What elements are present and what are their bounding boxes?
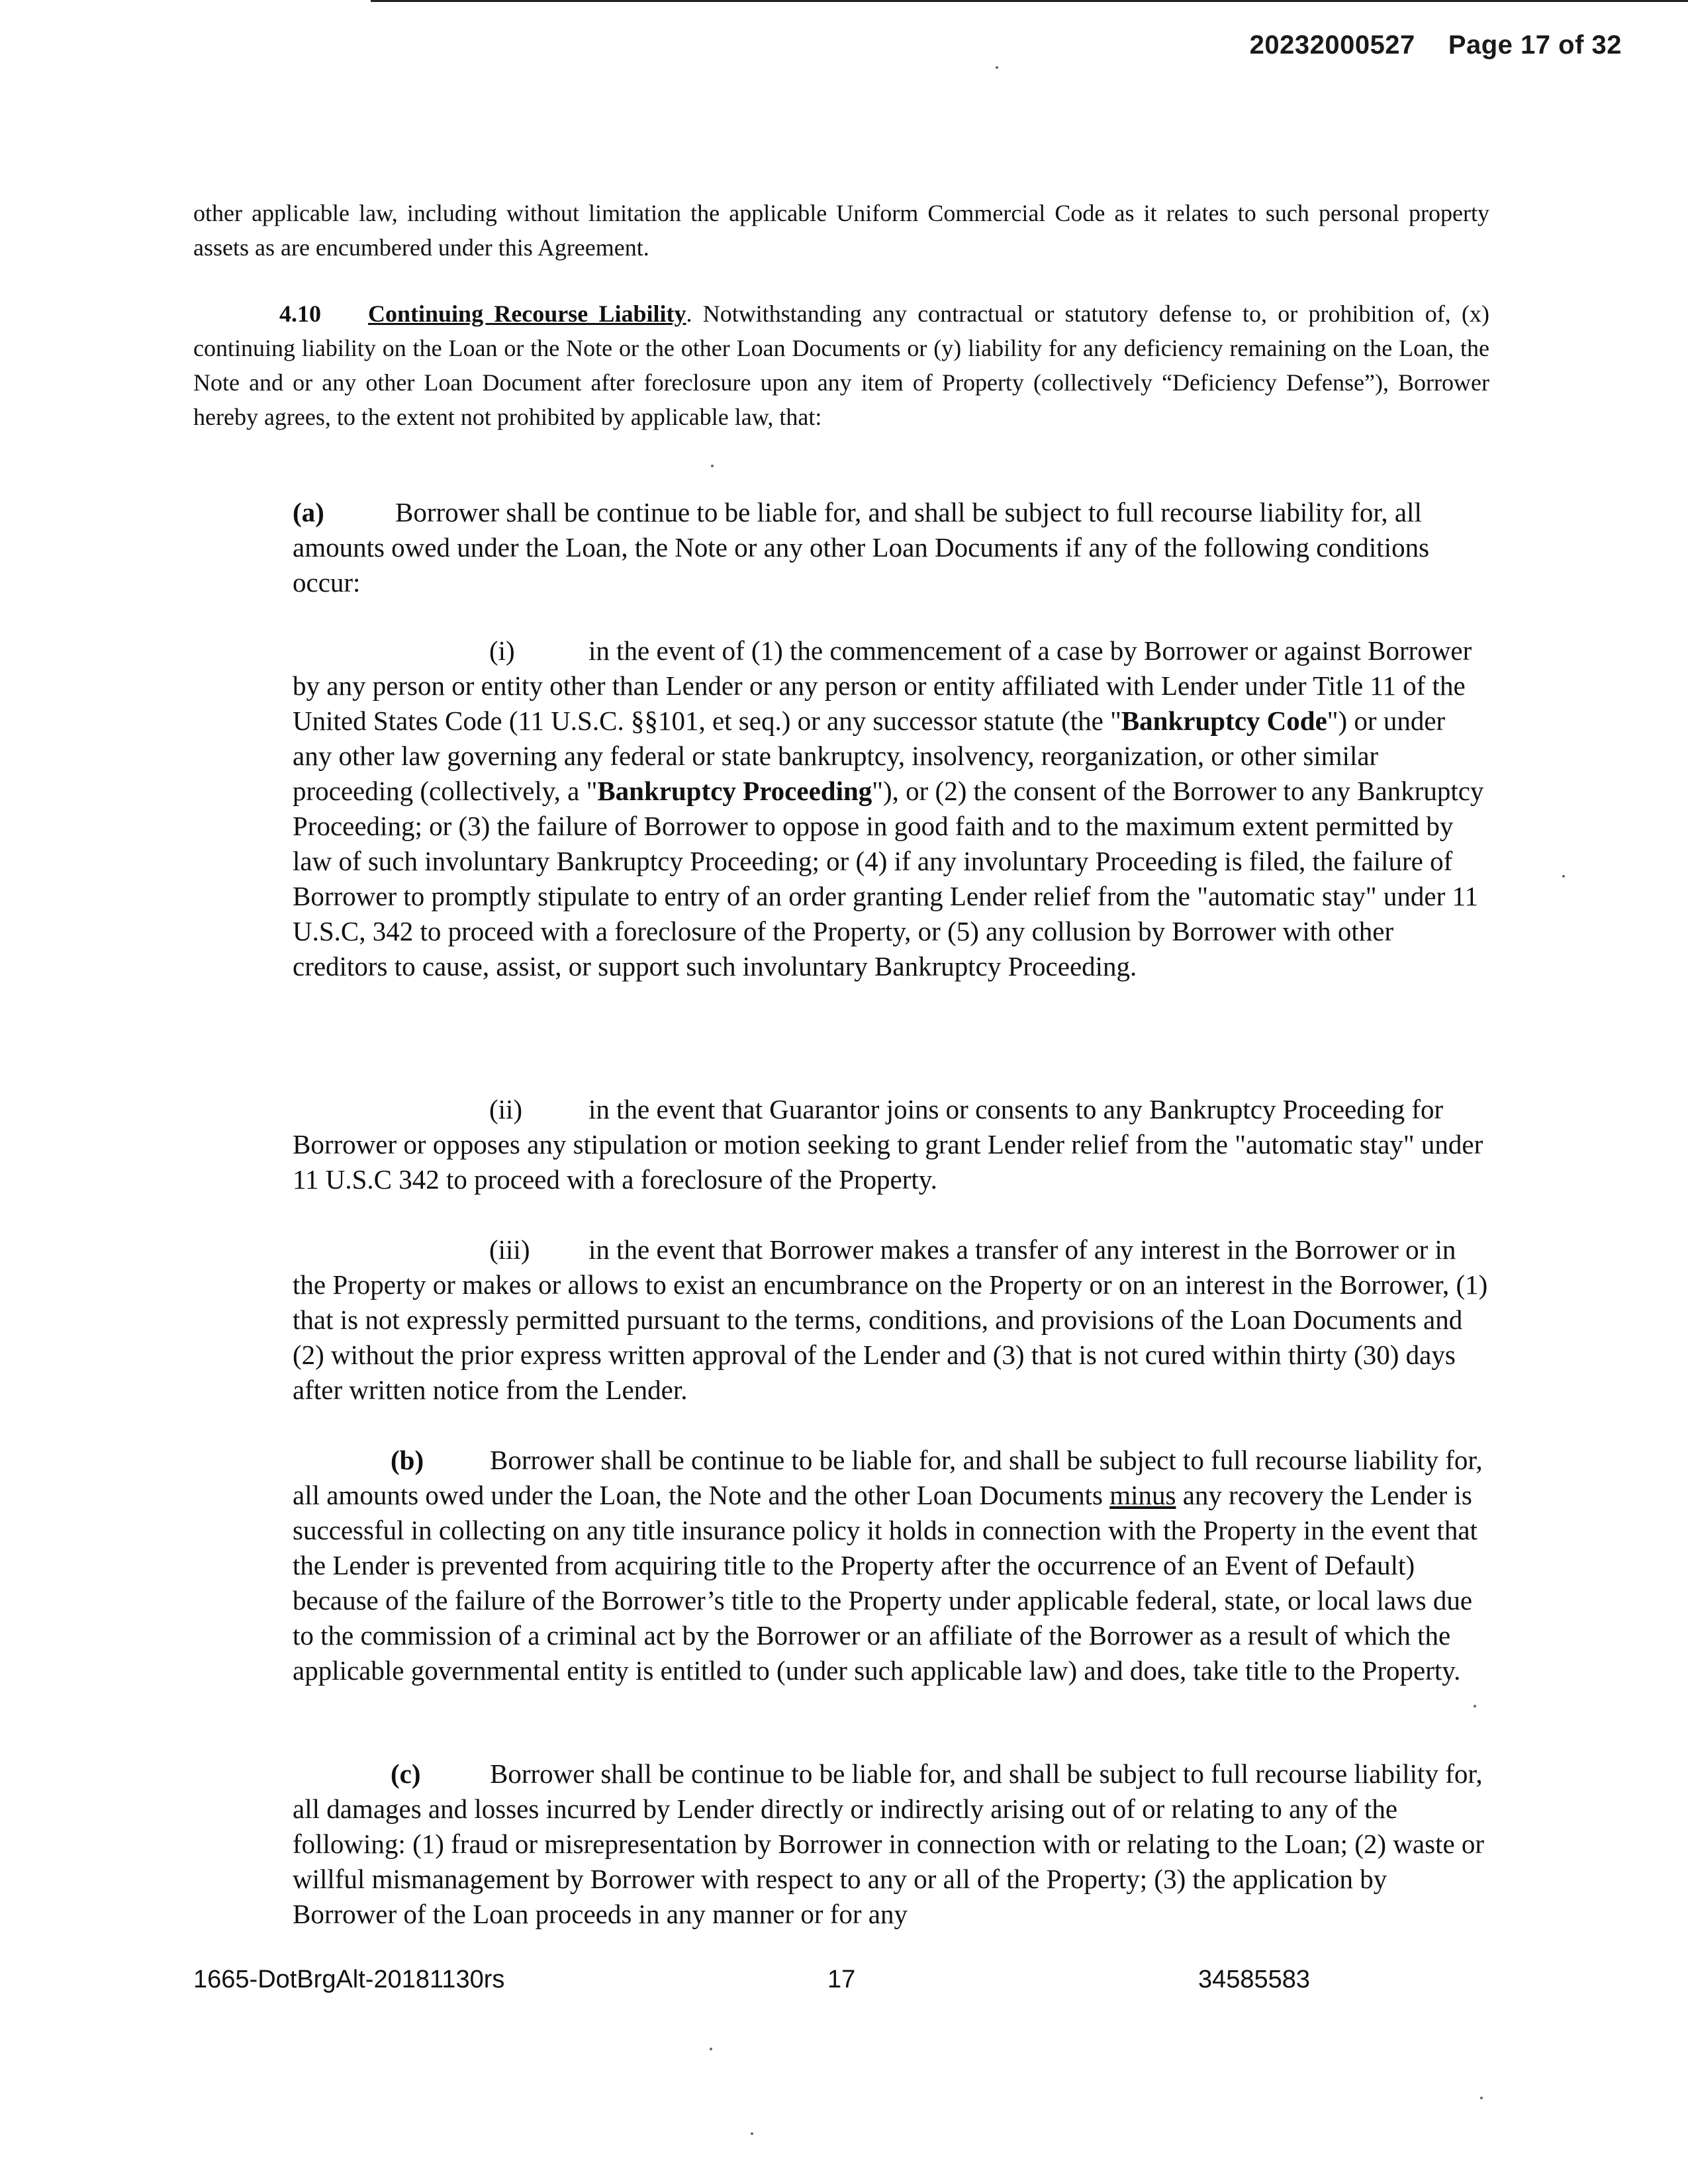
paragraph-a-label: (a)	[293, 497, 324, 527]
section-number: 4.10	[279, 300, 321, 327]
item-i-text-1: in the event of (1) the commencement of a case by Borrower or against Borrower by any person or entity other than Lender or any person or entity affiliated with Lender under Title 11 of the United States Code (11 U.S.C. §§101, et seq.) or any successor statute (the "	[293, 635, 1472, 736]
item-i-text-2: ") or under any other law governing any federal or state bankruptcy, insolvency, reorganization, or other similar proceeding (collectively, a "	[293, 705, 1446, 806]
scan-speck	[1562, 875, 1565, 878]
paragraph-c	[293, 1756, 1489, 1932]
item-i	[293, 633, 1489, 984]
paragraph-c-text: Borrower shall be continue to be liable for, and shall be subject to full recourse liability for, all damages and losses incurred by Lender directly or indirectly arising out of or relating to any of the following: (1) fraud or misrepresentation by Borrower in connection with or relating to the Loan; (2) waste or willful mismanagement by Borrower with respect to any or all of the Property; (3) the application by Borrower of the Loan proceeds in any manner or for any	[293, 1758, 1485, 1929]
recording-header	[1250, 30, 1622, 60]
paragraph-b	[293, 1443, 1489, 1688]
item-i-text-3: "), or (2) the consent of the Borrower to any Bankruptcy Proceeding; or (3) the failure of Borrower to oppose in good faith and to the maximum extent permitted by law of such involuntary Bankruptcy Proceeding; or (4) if any involuntary Proceeding is filed, the failure of Borrower to promptly stipulate to entry of an order granting Lender relief from the "automatic stay" under 11 U.S.C, 342 to proceed with a foreclosure of the Property, or (5) any collusion by Borrower with other creditors to cause, assist, or support such involuntary Bankruptcy Proceeding.	[293, 776, 1484, 981]
record-number: 20232000527	[1249, 30, 1415, 60]
scan-speck	[1480, 2097, 1483, 2099]
footer-page-number: 17	[827, 1966, 856, 1993]
paragraph-b-text-2: any recovery the Lender is successful in collecting on any title insurance policy it holds in connection with the Property in the event that the Lender is prevented from acquiring title to the Property after the occurrence of an Event of Default) because of the failure of the Borrower’s title to the Property under applicable federal, state, or local laws due to the commission of a criminal act by the Borrower or an affiliate of the Borrower as a result of which the applicable governmental entity is entitled to (under such applicable law) and does, take title to the Property.	[293, 1480, 1477, 1686]
top-scan-rule	[371, 0, 1688, 2]
section-heading: Continuing Recourse Liability	[368, 300, 686, 327]
item-ii	[293, 1092, 1489, 1197]
item-ii-label: (ii)	[489, 1094, 523, 1124]
term-bankruptcy-code: Bankruptcy Code	[1121, 705, 1327, 736]
scan-speck	[710, 2048, 712, 2050]
term-bankruptcy-proceeding: Bankruptcy Proceeding	[597, 776, 872, 806]
item-iii-label: (iii)	[489, 1234, 530, 1265]
scan-speck	[711, 465, 714, 467]
paragraph-c-label: (c)	[391, 1758, 421, 1789]
item-i-label: (i)	[489, 635, 515, 666]
footer-doc-code: 1665-DotBrgAlt-20181130rs	[193, 1966, 505, 1993]
item-iii-text: in the event that Borrower makes a transfer of any interest in the Borrower or in the Property or makes or allows to exist an encumbrance on the Property or on an interest in the Borrower, (1) that is not expressly permitted pursuant to the terms, conditions, and provisions of the Loan Documents and (2) without the prior express written approval of the Lender and (3) that is not cured within thirty (30) days after written notice from the Lender.	[293, 1234, 1488, 1405]
paragraph-a-text: Borrower shall be continue to be liable for, and shall be subject to full recourse liability for, all amounts owed under the Loan, the Note or any other Loan Documents if any of the following conditions occur:	[293, 497, 1430, 598]
scan-speck	[996, 66, 998, 69]
intro-paragraph: other applicable law, including without limitation the applicable Uniform Commercial Code as it relates to such personal property assets as are encumbered under this Agreement.	[193, 200, 1489, 261]
footer-doc-id: 34585583	[1198, 1966, 1311, 1993]
page-label: Page 17 of 32	[1448, 30, 1622, 60]
paragraph-b-text-1: Borrower shall be continue to be liable for, and shall be subject to full recourse liability for, all amounts owed under the Loan, the Note and the other Loan Documents	[293, 1445, 1483, 1510]
section-4-10	[193, 296, 1489, 434]
item-iii	[293, 1232, 1489, 1408]
underlined-minus: minus	[1109, 1480, 1176, 1510]
paragraph-a	[293, 495, 1489, 600]
item-ii-text: in the event that Guarantor joins or consents to any Bankruptcy Proceeding for Borrower or opposes any stipulation or motion seeking to grant Lender relief from the "automatic stay" under 11 U.S.C 342 to proceed with a foreclosure of the Property.	[293, 1094, 1483, 1195]
scan-speck	[751, 2132, 753, 2135]
section-body: . Notwithstanding any contractual or statutory defense to, or prohibition of, (x) continuing liability on the Loan or the Note or the other Loan Documents or (y) liability for any deficiency remaining on the Loan, the Note and or any other Loan Document after foreclosure upon any item of Property (collectively “Deficiency Defense”), Borrower hereby agrees, to the extent not prohibited by applicable law, that:	[193, 300, 1489, 430]
scan-speck	[1474, 1705, 1476, 1707]
paragraph-b-label: (b)	[391, 1445, 424, 1475]
